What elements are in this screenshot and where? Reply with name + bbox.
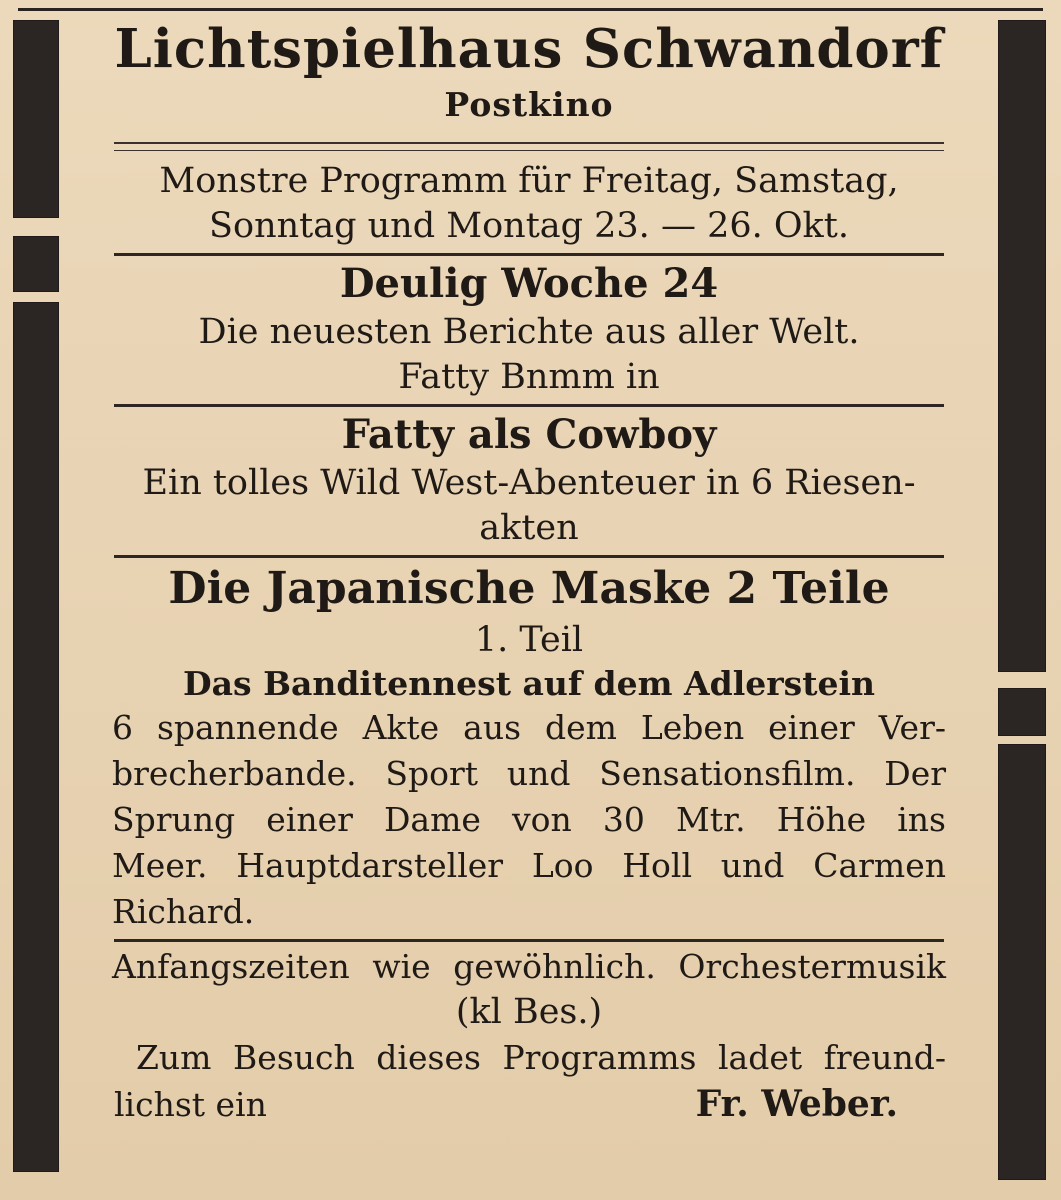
right-border-bar-bottom — [998, 744, 1046, 1180]
divider-1 — [114, 253, 944, 256]
signature: Fr. Weber. — [695, 1083, 898, 1125]
footer-line-1: Anfangszeiten wie gewöhnlich. Orchestermusik — [112, 947, 946, 986]
program-line-1: Monstre Programm für Freitag, Samstag, — [159, 161, 899, 201]
section3-desc-3: Sprung einer Dame von 30 Mtr. Höhe ins — [112, 800, 946, 839]
section2-line-1: Ein tolles Wild West-Abenteuer in 6 Riesen- — [142, 463, 916, 503]
section1-line-2: Fatty Bnmm in — [398, 357, 660, 397]
left-border-bar-bottom — [13, 302, 59, 1172]
right-border-bar-top — [998, 20, 1046, 672]
section1-line-1: Die neuesten Berichte aus aller Welt. — [198, 312, 860, 352]
footer-line-2: (kl Bes.) — [455, 992, 603, 1032]
cinema-subtitle: Postkino — [444, 85, 614, 124]
section3-desc-2: brecherbande. Sport und Sensationsfilm. Der — [112, 754, 946, 793]
section3-desc-5: Richard. — [112, 892, 255, 931]
section1-heading: Deulig Woche 24 — [339, 260, 719, 307]
signature-row — [110, 1081, 948, 1128]
section3-desc-4: Meer. Hauptdarsteller Loo Holl und Carmen — [112, 846, 946, 885]
footer-line-3: Zum Besuch dieses Programms ladet freund- — [136, 1038, 946, 1077]
double-divider — [114, 142, 944, 151]
advertisement-body — [110, 16, 948, 1128]
section3-part-title: Das Banditennest auf dem Adlerstein — [183, 664, 875, 703]
section2-heading: Fatty als Cowboy — [341, 411, 717, 458]
left-border-bar-middle — [13, 236, 59, 292]
program-line-2: Sonntag und Montag 23. — 26. Okt. — [209, 206, 849, 246]
section3-heading: Die Japanische Maske 2 Teile — [168, 563, 890, 614]
divider-4 — [114, 939, 944, 942]
section2-line-2: akten — [479, 508, 579, 548]
cinema-title: Lichtspielhaus Schwandorf — [114, 18, 944, 80]
footer-line-4: lichst ein — [114, 1085, 267, 1124]
divider-2 — [114, 404, 944, 407]
section3-desc-1: 6 spannende Akte aus dem Leben einer Ver- — [112, 708, 946, 747]
section3-part: 1. Teil — [474, 620, 584, 660]
top-border-rule — [18, 8, 1043, 11]
right-border-bar-middle — [998, 688, 1046, 736]
divider-3 — [114, 555, 944, 558]
left-border-bar-top — [13, 20, 59, 218]
